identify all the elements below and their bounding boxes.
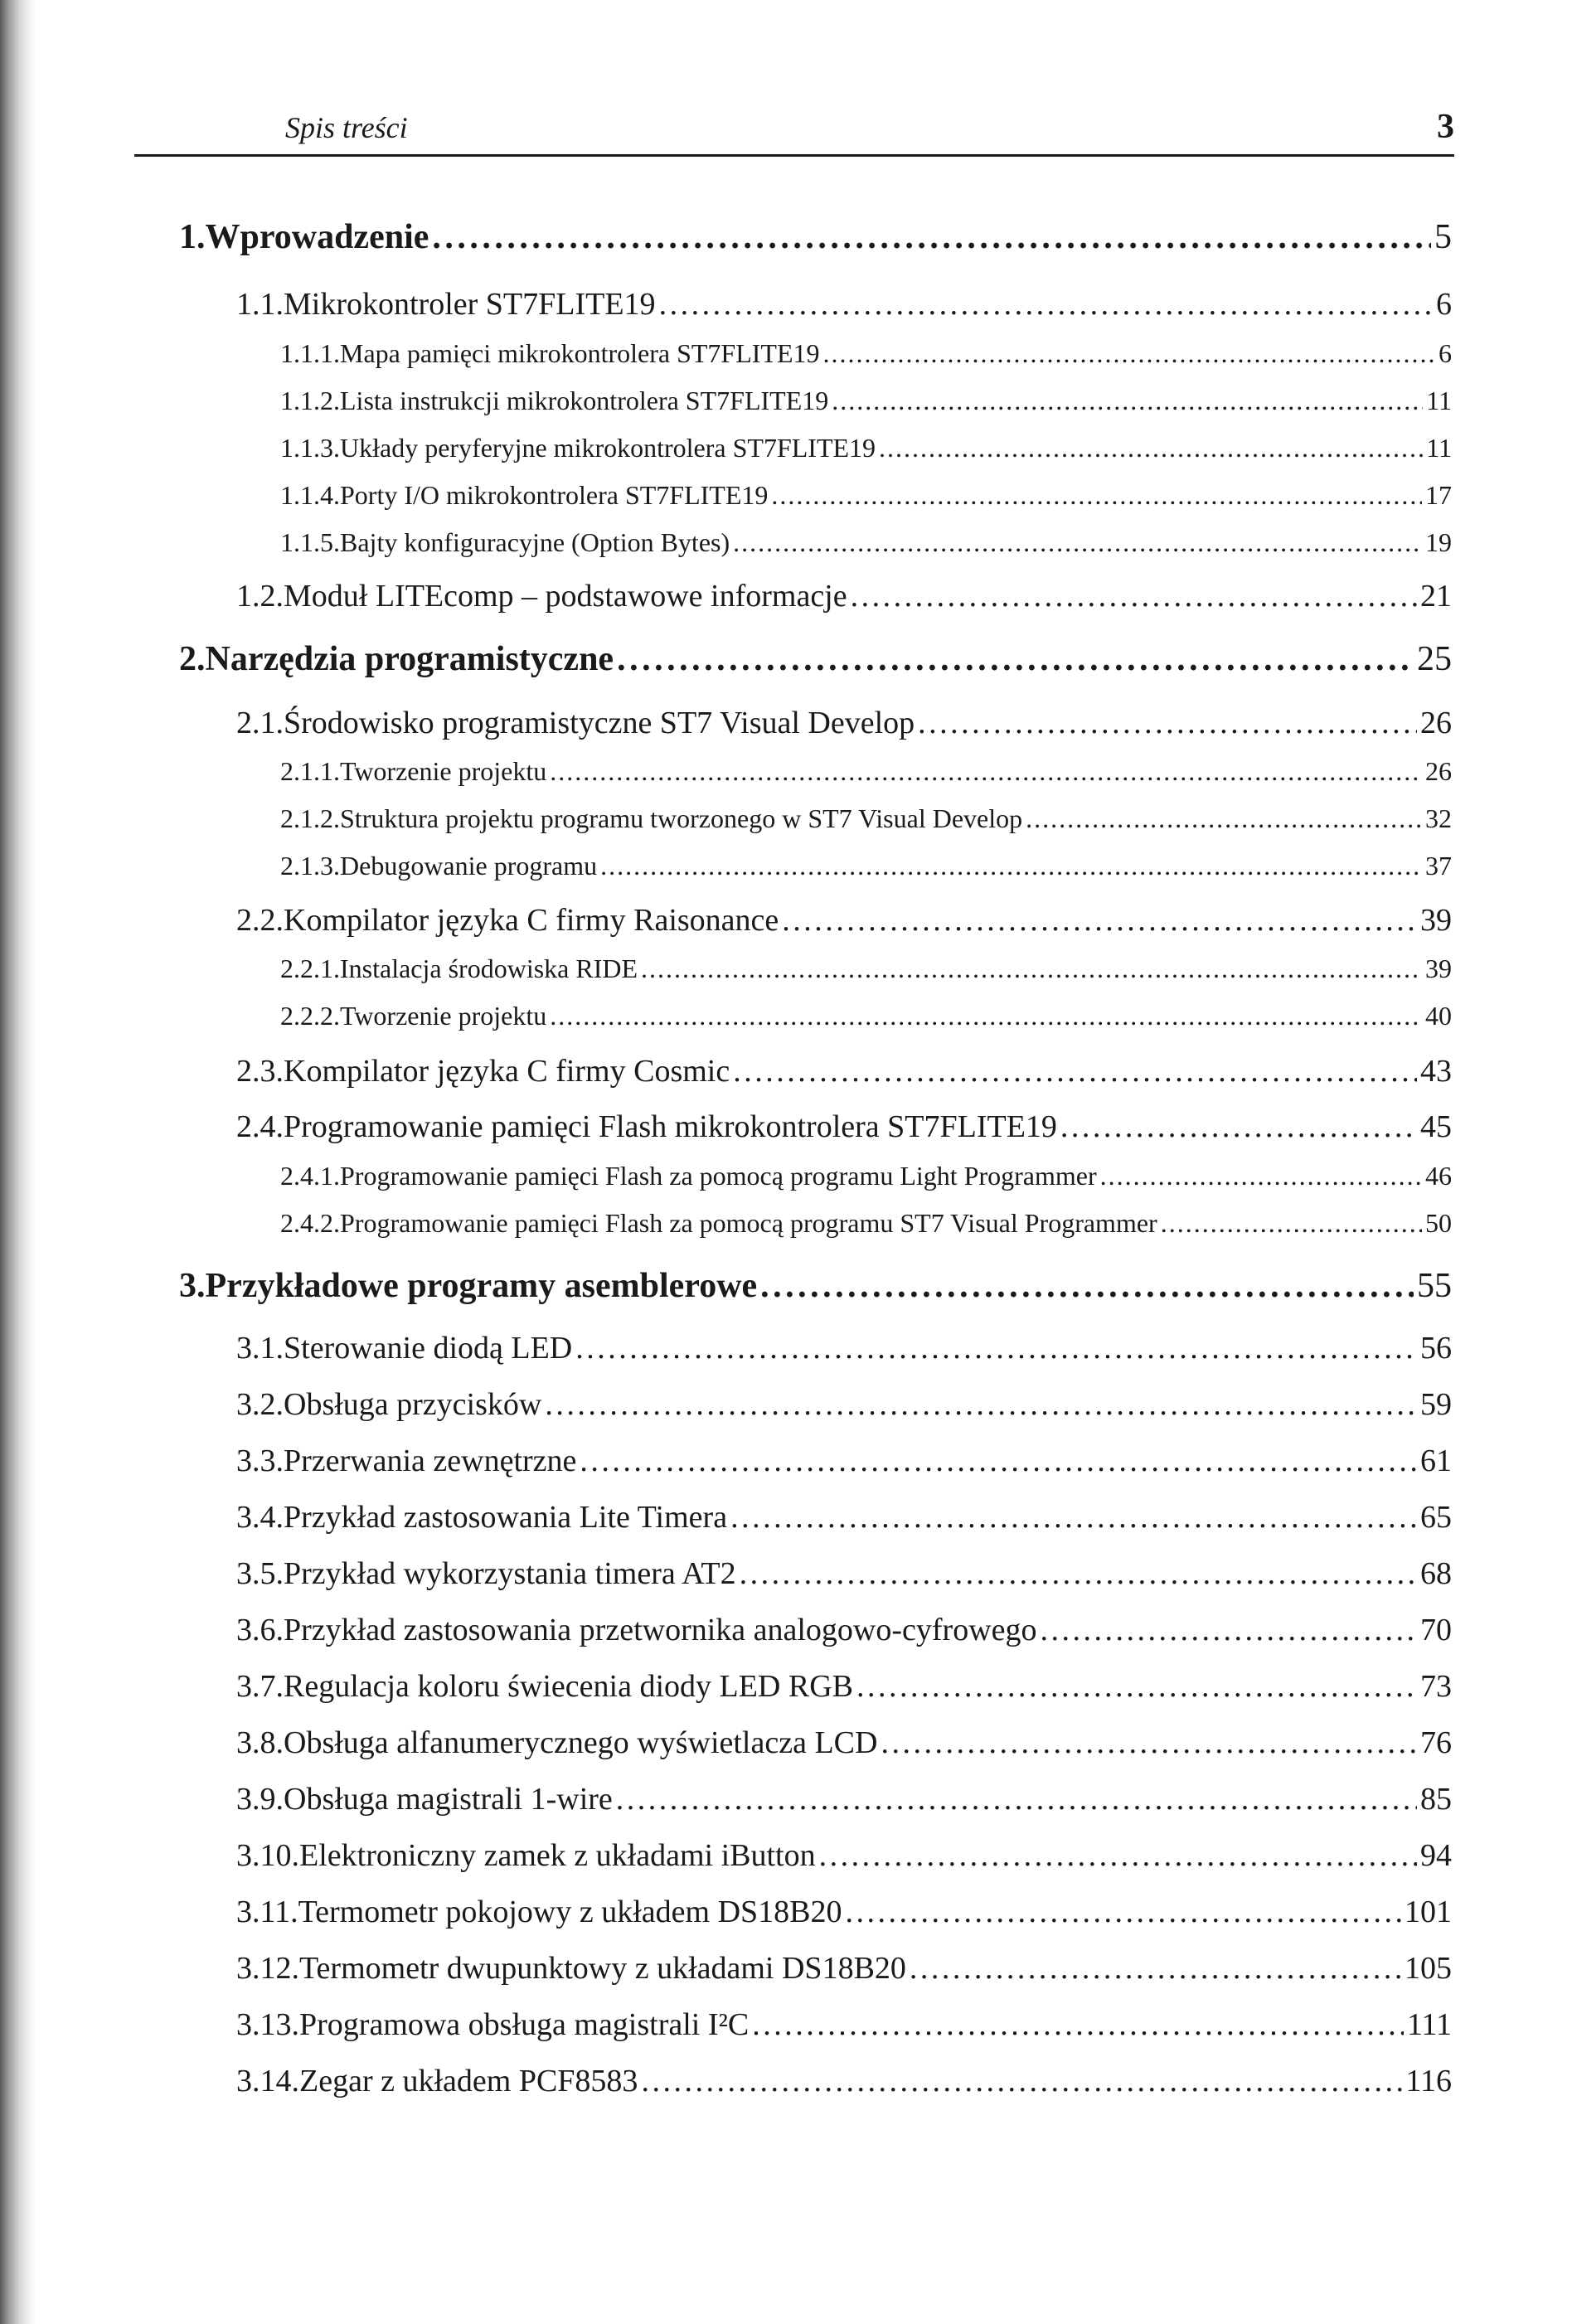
entry-page: 21 (1420, 579, 1452, 614)
dot-leader (851, 578, 1417, 614)
entry-title: Zegar z układem PCF8583 (299, 2064, 638, 2098)
dot-leader (1041, 1612, 1417, 1648)
entry-number: 2. (179, 640, 206, 678)
header-rule (134, 154, 1454, 157)
book-spine-shadow (0, 0, 36, 2324)
dot-leader (752, 2006, 1404, 2043)
entry-page: 37 (1425, 851, 1452, 881)
dot-leader (550, 756, 1422, 787)
toc-entry[interactable] (236, 578, 1452, 614)
entry-title: Narzędzia programistyczne (205, 640, 614, 678)
entry-title: Kompilator języka C firmy Raisonance (284, 903, 779, 938)
entry-title: Przerwania zewnętrzne (284, 1443, 577, 1478)
entry-number: 3.11. (236, 1895, 298, 1929)
entry-title: Przykład zastosowania Lite Timera (284, 1500, 728, 1535)
dot-leader (575, 1330, 1417, 1366)
dot-leader (771, 480, 1422, 511)
entry-page: 25 (1417, 640, 1452, 678)
toc-entry[interactable] (280, 803, 1452, 834)
entry-number: 2.3. (236, 1054, 284, 1089)
entry-number: 3. (179, 1267, 206, 1305)
entry-number: 1.1. (236, 287, 284, 322)
running-head: Spis treści (285, 111, 408, 144)
entry-title: Struktura projektu programu tworzonego w ST7 Visual Develop (340, 803, 1023, 833)
entry-title: Przykładowe programy asemblerowe (205, 1267, 758, 1305)
toc-entry[interactable] (236, 2006, 1452, 2043)
dot-leader (730, 1499, 1417, 1536)
entry-title: Porty I/O mikrokontrolera ST7FLITE19 (340, 480, 769, 510)
entry-number: 3.2. (236, 1387, 284, 1422)
toc-entry[interactable] (280, 1208, 1452, 1239)
entry-number: 3.5. (236, 1556, 284, 1591)
entry-number: 1.1.4. (280, 480, 340, 510)
dot-leader (580, 1443, 1417, 1479)
toc-entry[interactable] (280, 433, 1452, 463)
dot-leader (545, 1386, 1417, 1423)
dot-leader (881, 1725, 1417, 1761)
entry-number: 2.1.1. (280, 756, 340, 786)
entry-title: Obsługa przycisków (284, 1387, 542, 1422)
entry-title: Instalacja środowiska RIDE (340, 953, 638, 983)
entry-page: 11 (1426, 433, 1452, 463)
entry-page: 68 (1420, 1556, 1452, 1591)
entry-title: Programowa obsługa magistrali I²C (299, 2007, 750, 2042)
entry-number: 1. (179, 218, 206, 256)
toc-entry[interactable] (280, 851, 1452, 881)
entry-number: 3.8. (236, 1725, 284, 1760)
entry-title: Przykład zastosowania przetwornika analogowo-cyfrowego (284, 1613, 1037, 1647)
toc-entry[interactable] (236, 1053, 1452, 1089)
toc-entry[interactable] (280, 756, 1452, 787)
toc-entry[interactable] (236, 1499, 1452, 1536)
entry-page: 45 (1420, 1109, 1452, 1144)
entry-title: Programowanie pamięci Flash za pomocą programu ST7 Visual Programmer (340, 1208, 1157, 1238)
entry-page: 6 (1439, 338, 1452, 368)
toc-entry[interactable] (236, 705, 1452, 741)
page-number: 3 (1437, 108, 1454, 146)
toc-entry[interactable] (280, 386, 1452, 416)
dot-leader (600, 851, 1422, 881)
dot-leader (616, 1781, 1417, 1817)
dot-leader (740, 1555, 1417, 1592)
toc-entry[interactable] (280, 953, 1452, 984)
entry-page: 101 (1405, 1895, 1452, 1929)
entry-page: 94 (1420, 1838, 1452, 1873)
toc-entry[interactable] (280, 1001, 1452, 1031)
toc-entry[interactable] (236, 1555, 1452, 1592)
entry-title: Układy peryferyjne mikrokontrolera ST7FLITE19 (340, 433, 876, 463)
entry-number: 3.10. (236, 1838, 299, 1873)
entry-number: 1.1.1. (280, 338, 340, 368)
entry-page: 76 (1420, 1725, 1452, 1760)
entry-number: 3.7. (236, 1669, 284, 1704)
entry-title: Tworzenie projektu (340, 1001, 547, 1031)
entry-title: Programowanie pamięci Flash mikrokontrolera ST7FLITE19 (284, 1109, 1057, 1144)
entry-number: 2.2. (236, 903, 284, 938)
dot-leader (617, 639, 1414, 679)
entry-page: 111 (1406, 2007, 1452, 2042)
dot-leader (733, 527, 1422, 558)
dot-leader (1100, 1161, 1422, 1191)
dot-leader (910, 1950, 1401, 1987)
entry-number: 2.1. (236, 706, 284, 740)
entry-page: 65 (1420, 1500, 1452, 1535)
entry-page: 5 (1434, 218, 1452, 256)
entry-page: 17 (1425, 480, 1452, 510)
entry-title: Sterowanie diodą LED (284, 1331, 573, 1366)
entry-title: Moduł LITEcomp – podstawowe informacje (284, 579, 847, 614)
entry-page: 55 (1417, 1267, 1452, 1305)
entry-title: Programowanie pamięci Flash za pomocą programu Light Programmer (340, 1161, 1097, 1191)
entry-page: 6 (1436, 287, 1452, 322)
entry-page: 105 (1405, 1951, 1452, 1986)
dot-leader (819, 1837, 1417, 1874)
dot-leader (659, 286, 1433, 323)
entry-title: Debugowanie programu (340, 851, 598, 881)
entry-title: Obsługa magistrali 1-wire (284, 1782, 613, 1817)
dot-leader (918, 705, 1417, 741)
entry-page: 32 (1425, 803, 1452, 833)
dot-leader (1026, 803, 1422, 834)
entry-number: 3.1. (236, 1331, 284, 1366)
dot-leader (550, 1001, 1422, 1031)
toc-entry[interactable] (236, 1443, 1452, 1479)
entry-number: 2.2.2. (280, 1001, 340, 1031)
entry-page: 40 (1425, 1001, 1452, 1031)
entry-title: Bajty konfiguracyjne (Option Bytes) (340, 527, 730, 557)
dot-leader (782, 902, 1417, 939)
toc-entry[interactable] (236, 1781, 1452, 1817)
toc-entry[interactable] (236, 1109, 1452, 1145)
entry-number: 3.14. (236, 2064, 299, 2098)
entry-page: 39 (1420, 903, 1452, 938)
page-header (134, 104, 1454, 153)
toc-entry[interactable] (280, 338, 1452, 369)
entry-page: 73 (1420, 1669, 1452, 1704)
entry-page: 19 (1425, 527, 1452, 557)
entry-title: Termometr pokojowy z układem DS18B20 (298, 1895, 842, 1929)
entry-page: 11 (1426, 386, 1452, 415)
entry-number: 3.3. (236, 1443, 284, 1478)
entry-number: 3.9. (236, 1782, 284, 1817)
entry-title: Kompilator języka C firmy Cosmic (284, 1054, 730, 1089)
entry-number: 2.4. (236, 1109, 284, 1144)
entry-page: 46 (1425, 1161, 1452, 1191)
dot-leader (1161, 1208, 1422, 1239)
entry-title: Mikrokontroler ST7FLITE19 (284, 287, 656, 322)
toc-entry[interactable] (236, 1330, 1452, 1366)
dot-leader (641, 953, 1422, 984)
entry-title: Tworzenie projektu (340, 756, 547, 786)
dot-leader (846, 1894, 1401, 1930)
toc-entry[interactable] (236, 1894, 1452, 1930)
dot-leader (879, 433, 1423, 463)
toc-entry[interactable] (280, 480, 1452, 511)
toc-entry[interactable] (236, 1668, 1452, 1705)
toc-entry[interactable] (236, 1837, 1452, 1874)
toc-entry[interactable] (236, 1386, 1452, 1423)
entry-page: 70 (1420, 1613, 1452, 1647)
toc-entry[interactable] (179, 217, 1452, 257)
entry-number: 2.4.1. (280, 1161, 340, 1191)
toc-entry[interactable] (179, 639, 1452, 679)
entry-number: 2.4.2. (280, 1208, 340, 1238)
toc-entry[interactable] (236, 1612, 1452, 1648)
entry-page: 59 (1420, 1387, 1452, 1422)
entry-number: 2.1.2. (280, 803, 340, 833)
entry-page: 26 (1420, 706, 1452, 740)
entry-title: Elektroniczny zamek z układami iButton (299, 1838, 816, 1873)
entry-title: Wprowadzenie (205, 218, 429, 256)
entry-title: Środowisko programistyczne ST7 Visual Develop (284, 706, 915, 740)
dot-leader (1060, 1109, 1417, 1145)
entry-number: 3.12. (236, 1951, 299, 1986)
dot-leader (641, 2063, 1402, 2099)
entry-number: 3.6. (236, 1613, 284, 1647)
toc-entry[interactable] (280, 527, 1452, 558)
entry-page: 56 (1420, 1331, 1452, 1366)
entry-page: 26 (1425, 756, 1452, 786)
toc-entry[interactable] (236, 1950, 1452, 1987)
entry-page: 39 (1425, 953, 1452, 983)
dot-leader (856, 1668, 1417, 1705)
entry-number: 3.13. (236, 2007, 299, 2042)
entry-number: 1.1.5. (280, 527, 340, 557)
entry-page: 61 (1420, 1443, 1452, 1478)
dot-leader (832, 386, 1423, 416)
toc-entry[interactable] (236, 286, 1452, 323)
toc-entry[interactable] (179, 1266, 1452, 1306)
entry-page: 116 (1405, 2064, 1452, 2098)
entry-number: 1.1.3. (280, 433, 340, 463)
dot-leader (760, 1266, 1414, 1306)
entry-title: Regulacja koloru świecenia diody LED RGB (284, 1669, 854, 1704)
entry-page: 50 (1425, 1208, 1452, 1238)
entry-title: Obsługa alfanumerycznego wyświetlacza LCD (284, 1725, 878, 1760)
toc-entry[interactable] (236, 2063, 1452, 2099)
entry-page: 85 (1420, 1782, 1452, 1817)
entry-title: Lista instrukcji mikrokontrolera ST7FLITE19 (340, 386, 829, 415)
entry-number: 2.1.3. (280, 851, 340, 881)
dot-leader (823, 338, 1435, 369)
entry-title: Przykład wykorzystania timera AT2 (284, 1556, 736, 1591)
entry-title: Termometr dwupunktowy z układami DS18B20 (299, 1951, 906, 1986)
entry-number: 1.1.2. (280, 386, 340, 415)
entry-number: 2.2.1. (280, 953, 340, 983)
toc-entry[interactable] (280, 1161, 1452, 1191)
entry-number: 1.2. (236, 579, 284, 614)
toc-entry[interactable] (236, 1725, 1452, 1761)
entry-page: 43 (1420, 1054, 1452, 1089)
dot-leader (733, 1053, 1417, 1089)
dot-leader (432, 217, 1431, 257)
entry-number: 3.4. (236, 1500, 284, 1535)
toc-entry[interactable] (236, 902, 1452, 939)
entry-title: Mapa pamięci mikrokontrolera ST7FLITE19 (340, 338, 820, 368)
